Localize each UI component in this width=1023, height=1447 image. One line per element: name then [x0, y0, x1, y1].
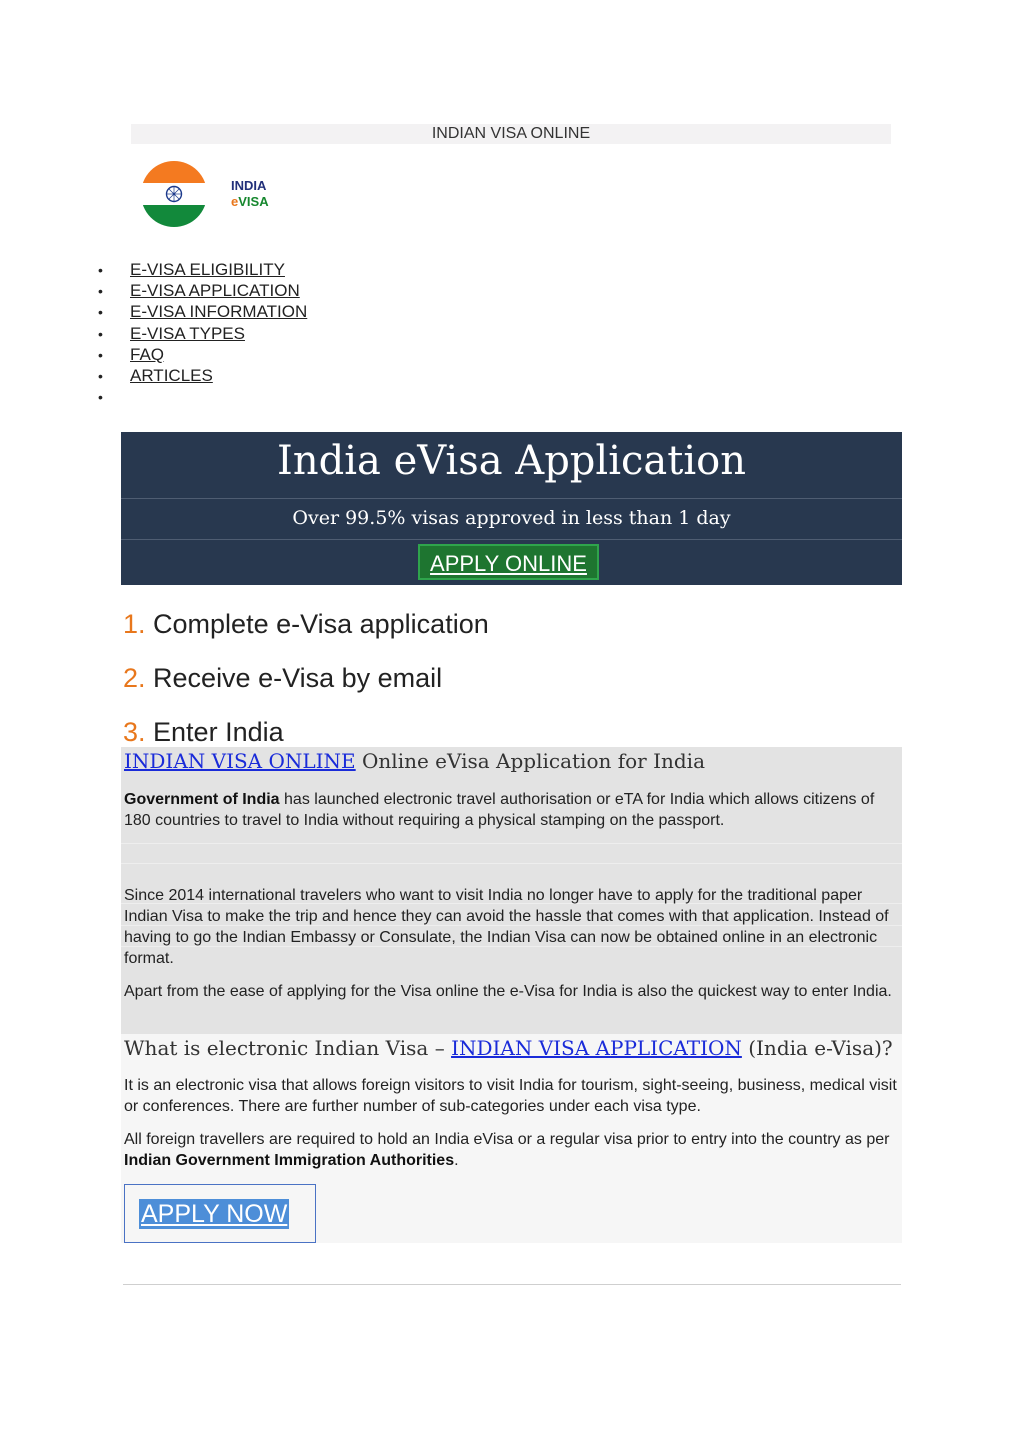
- paragraph-text: .: [454, 1152, 459, 1169]
- site-title: INDIAN VISA ONLINE: [431, 125, 591, 142]
- step-text: Enter India: [145, 717, 284, 747]
- apply-now-button[interactable]: APPLY NOW: [141, 1200, 288, 1228]
- intro-heading-text: Online eVisa Application for India: [355, 749, 705, 773]
- nav-item-faq[interactable]: [98, 345, 307, 366]
- paragraph-text: has launched electronic travel authorisation or eTA for India which allows citizens of 180 countries to travel to India without requiring a physical stamping on the passport.: [124, 791, 875, 829]
- what-paragraph-2: [124, 1129, 899, 1171]
- nav-link-label[interactable]: E-VISA ELIGIBILITY: [130, 260, 285, 279]
- nav-item-information[interactable]: [98, 302, 307, 323]
- intro-paragraph-3: Apart from the ease of applying for the Visa online the e-Visa for India is also the quickest way to enter India.: [124, 983, 892, 1000]
- step-number: 3.: [123, 717, 146, 747]
- logo-visa-letters: VISA: [238, 194, 269, 209]
- nav-link-label[interactable]: ARTICLES: [130, 365, 213, 385]
- nav-item-application[interactable]: [98, 281, 307, 302]
- nav-link-label[interactable]: E-VISA APPLICATION: [130, 281, 300, 301]
- site-title-bar: [131, 124, 891, 144]
- intro-paragraph-1: [124, 789, 899, 831]
- logo-text: [231, 178, 269, 210]
- step-item: [123, 606, 489, 660]
- nav-link-label[interactable]: E-VISA TYPES: [130, 323, 245, 343]
- intro-paragraph-2: Since 2014 international travelers who want to visit India no longer have to apply for the traditional paper Indian Visa to make the trip and hence they can avoid the hassle that comes with that application. Instead of having to go the Indian Embassy or Consulate, the Indian Visa can now be obtained online in an electronic format.: [124, 887, 889, 967]
- nav-item-types[interactable]: [98, 324, 307, 345]
- step-text: Receive e-Visa by email: [145, 663, 443, 693]
- divider-line: [121, 863, 902, 864]
- bold-text: Government of India: [124, 791, 280, 808]
- nav-item-articles[interactable]: [98, 366, 307, 387]
- what-heading-text: What is electronic Indian Visa –: [124, 1036, 452, 1060]
- nav-item-eligibility[interactable]: [98, 260, 307, 281]
- step-item: [123, 660, 489, 714]
- divider-line: [121, 843, 902, 844]
- hero-banner: [121, 432, 902, 585]
- apply-now-container: [124, 1184, 316, 1243]
- nav-link-label[interactable]: FAQ: [130, 344, 165, 364]
- step-text: Complete e-Visa application: [145, 609, 489, 639]
- indian-visa-application-link[interactable]: INDIAN VISA APPLICATION: [451, 1036, 742, 1060]
- intro-heading: [124, 749, 705, 773]
- nav-item-empty: [98, 387, 307, 408]
- logo[interactable]: [140, 160, 290, 230]
- hero-subtitle: Over 99.5% visas approved in less than 1 day: [121, 499, 902, 540]
- logo-india-text: INDIA: [231, 178, 267, 193]
- logo-e-letter: e: [231, 194, 239, 209]
- nav-link-label[interactable]: E-VISA INFORMATION: [130, 302, 308, 322]
- what-paragraph-1: It is an electronic visa that allows foreign visitors to visit India for tourism, sight-seeing, business, medical visit or conferences. There are further number of sub-categories under each visa type.: [124, 1077, 897, 1115]
- hero-title: India eVisa Application: [121, 432, 902, 499]
- main-nav: [98, 260, 307, 408]
- india-flag-icon: [140, 160, 208, 228]
- what-heading-suffix: (India e-Visa)?: [741, 1036, 893, 1060]
- logo-evisa-text: [231, 194, 269, 210]
- steps-list: [123, 606, 489, 768]
- bold-text: Indian Government Immigration Authorities: [124, 1152, 455, 1169]
- indian-visa-online-link[interactable]: INDIAN VISA ONLINE: [124, 749, 356, 773]
- apply-online-button[interactable]: APPLY ONLINE: [418, 544, 599, 580]
- what-heading: [124, 1036, 893, 1060]
- step-number: 2.: [123, 663, 146, 693]
- paragraph-text: All foreign travellers are required to hold an India eVisa or a regular visa prior to entry into the country as per: [124, 1131, 890, 1148]
- footer-divider: [123, 1284, 901, 1285]
- step-number: 1.: [123, 609, 146, 639]
